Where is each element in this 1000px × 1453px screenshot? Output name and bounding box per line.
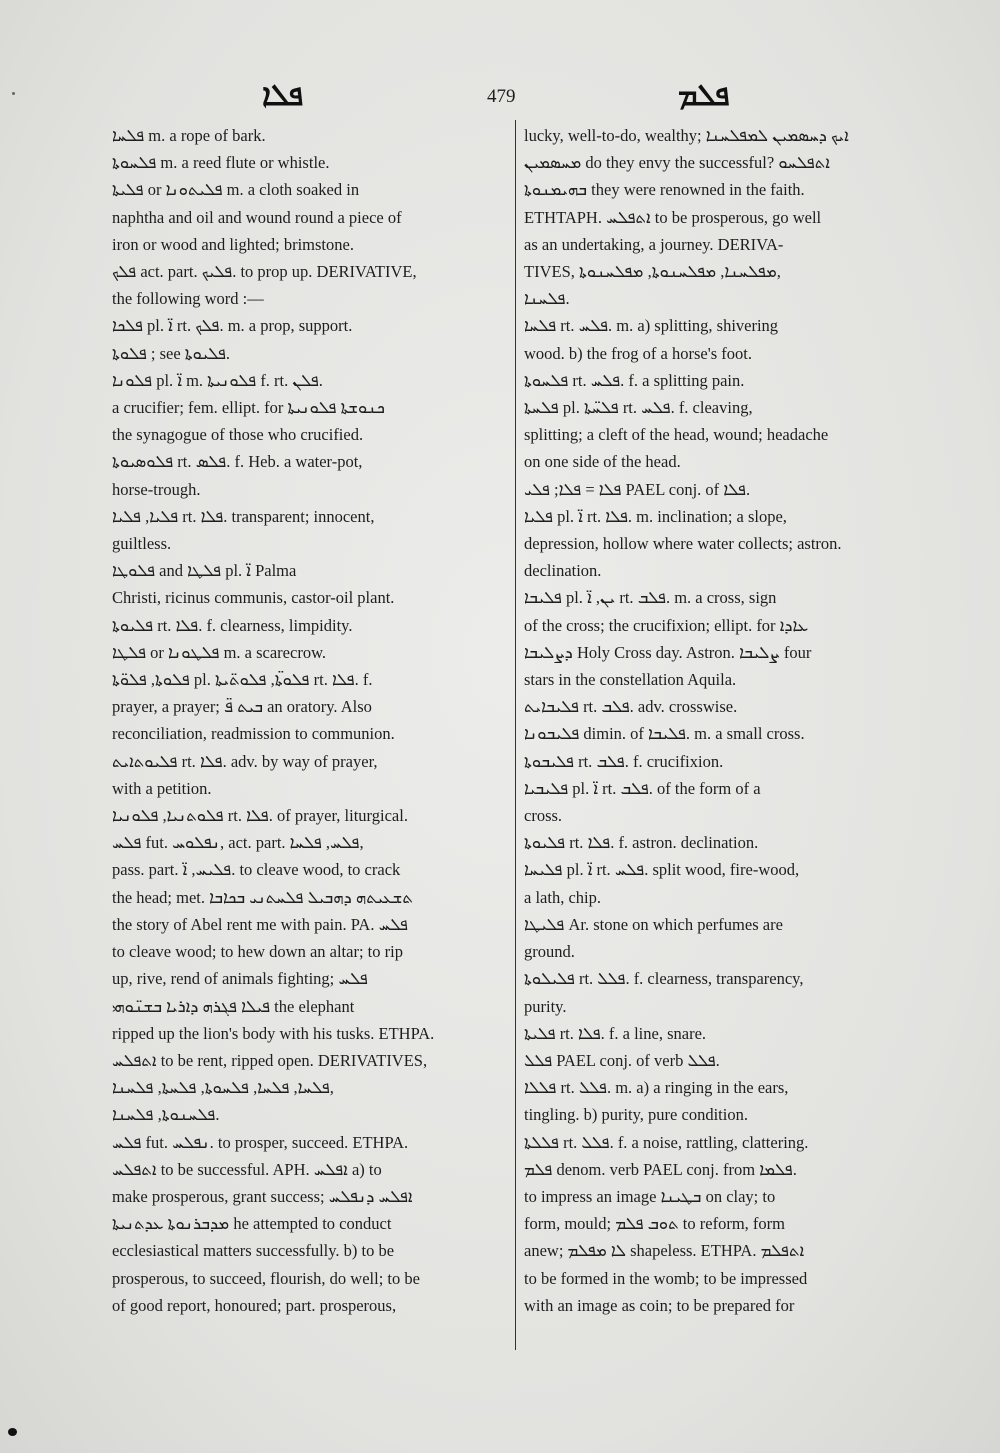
dictionary-line: ܦܠܚܐ m. a rope of bark. — [112, 126, 266, 145]
dictionary-line: ܦܠܝܬܐ or ܦܠܝܬܘܢܐ m. a cloth soaked in — [112, 180, 360, 200]
dictionary-line: ܦܠܚ fut. ܢܦܠܘܚ, act. part. ܦܠܚ, ܦܠܚܐ, — [112, 833, 364, 853]
dictionary-line: ܦܠܠܬܐ rt. ܦܠܠ. f. a noise, rattling, clattering. — [524, 1132, 809, 1152]
dictionary-line: ܦܠܐ = ܦܠܐ; ܦܠܝ PAEL conj. of ܦܠܐ. — [524, 479, 751, 499]
dictionary-line: of good report, honoured; part. prosperous, — [112, 1295, 397, 1315]
dictionary-line: depression, hollow where water collects; astron. — [524, 534, 842, 554]
dictionary-line: ܐܬܦܠܚ to be successful. APH. ܐܦܠܚ a) to — [112, 1159, 382, 1179]
dictionary-line: ܦܠܝܒܝܐ pl. ܐ̈ rt. ܦܠܒ. of the form of a — [524, 778, 761, 798]
dictionary-line: ܦܠܟ act. part. ܦܠܝܟ. to prop up. DERIVATIVE, — [112, 262, 417, 282]
dictionary-line: anew; ܠܐ ܡܦܠܡ shapeless. ETHPA. ܐܬܦܠܡ — [524, 1241, 805, 1261]
dictionary-line: the head; met. ܬܫܥܝܬܗ ܕܗܒܝܠ ܦܠܚܬܢܝ ܒܟܐܒܐ — [112, 887, 413, 907]
dictionary-line: horse-trough. — [112, 479, 201, 499]
dictionary-line: ܦܠܚܢܘܬܐ, ܦܠܚܢܐ. — [112, 1105, 220, 1125]
dictionary-line: to cleave wood; to hew down an altar; to rip — [112, 942, 403, 962]
dictionary-line: ܦܠܘܬܐ ; see ܦܠܝܘܬܐ. — [112, 343, 230, 363]
ink-speck — [8, 1428, 17, 1436]
dictionary-line: ܦܠܝܒܘܢܐ dimin. of ܦܠܝܒܐ. m. a small cross. — [524, 724, 805, 744]
dictionary-line: ܦܠܝܐ pl. ܐ̈ rt. ܦܠܐ. m. inclination; a slope, — [524, 506, 787, 526]
dictionary-line: ܦܠܝܚܐ pl. ܐ̈ rt. ܦܠܚ. split wood, fire-wood, — [524, 860, 800, 880]
dictionary-line: ETHTAPH. ܐܬܦܠܚ to be prosperous, go well — [524, 207, 822, 227]
dictionary-line: ܒܗܝܡܢܘܬܐ they were renowned in the faith. — [524, 180, 805, 200]
dictionary-line: ܦܠܚܢܐ. — [524, 289, 570, 309]
dictionary-line: ܦܠܝܛܐ Ar. stone on which perfumes are — [524, 914, 783, 934]
dictionary-line: ecclesiastical matters successfully. b) to be — [112, 1241, 395, 1261]
dictionary-line: ܦܠܡ denom. verb PAEL conj. from ܦܠܡܐ. — [524, 1159, 797, 1179]
dictionary-line: splitting; a cleft of the head, wound; headache — [524, 425, 829, 445]
page-number: 479 — [487, 86, 516, 107]
dictionary-line: the story of Abel rent me with pain. PA. ܦܠܚ — [112, 914, 408, 934]
dictionary-line: ܦܠܚ fut. ܢܦܠܚ. to prosper, succeed. ETHPA. — [112, 1132, 409, 1152]
dictionary-line: ܡܕܒܪܢܘܬܐ ܥܕܬܢܝܬܐ he attempted to conduct — [112, 1214, 392, 1234]
dictionary-line: ܦܠܠܐ rt. ܦܠܠ. m. a) a ringing in the ears, — [524, 1078, 789, 1098]
dictionary-line: wood. b) the frog of a horse's foot. — [524, 343, 752, 363]
dictionary-line: with an image as coin; to be prepared for — [524, 1295, 795, 1315]
dictionary-line: ܦܠܚܐ, ܦܠܚܐ, ܦܠܚܘܬܐ, ܦܠܚܬܐ, ܦܠܚܢܐ, — [112, 1078, 334, 1098]
dictionary-line: guiltless. — [112, 534, 172, 554]
dictionary-line: ܦܠܝܐ, ܦܠܝܐ rt. ܦܠܐ. transparent; innocent, — [112, 506, 375, 526]
dictionary-line: ground. — [524, 942, 575, 962]
dictionary-line: ܦܠܚܘܬܐ rt. ܦܠܚ. f. a splitting pain. — [524, 370, 745, 390]
right-column — [524, 122, 916, 1319]
dictionary-line: up, rive, rend of animals fighting; ܦܠܚ — [112, 969, 368, 989]
dictionary-line: ܡܚܣܡܝܢ do they envy the successful? ܐܬܦܠܚܘ — [524, 153, 830, 173]
dictionary-line: ܦܠܝܒܐ pl. ܝܢ, ܐ̈ rt. ܦܠܒ. m. a cross, sign — [524, 588, 777, 608]
running-headword-left: ܦܠܐ — [262, 78, 304, 113]
dictionary-line: ܦܠܚܐ rt. ܦܠܚ. m. a) splitting, shivering — [524, 316, 779, 336]
dictionary-line: ܦܠܘܬܐ, ܦܠܘ̈ܬܐ pl. ܦܠܘܬ̈ܐ, ܦܠܘܬ̈ܝܬܐ rt. ܦܠܐ. f. — [112, 670, 373, 690]
dictionary-line: ܦܝܠܐ ܦܓܪܗ ܕܐܪܝܐ ܒܫܢ̈ܘܗܝ the elephant — [112, 996, 355, 1016]
dictionary-line: with a petition. — [112, 778, 212, 798]
dictionary-line: stars in the constellation Aquila. — [524, 670, 737, 690]
page-header — [0, 78, 1000, 122]
dictionary-line: ܦܠܘܢܐ pl. ܐ̈ m. ܦܠܘܢܝܬܐ f. rt. ܦܠܢ. — [112, 370, 323, 390]
dictionary-line: reconciliation, readmission to communion. — [112, 724, 395, 744]
dictionary-line: ܦܠܝܠܘܬܐ rt. ܦܠܠ. f. clearness, transparency, — [524, 969, 804, 989]
dictionary-line: a crucifier; fem. ellipt. for ܟܢܘܫܬܐ ܦܠܘܢܝܬܐ — [112, 398, 385, 418]
running-headword-right: ܦܠܡ — [678, 78, 730, 113]
dictionary-line: ܦܠܘܣܝܘܬܐ rt. ܦܠܣ. f. Heb. a water-pot, — [112, 452, 363, 472]
dictionary-line: ܦܠܝܒܘܬܐ rt. ܦܠܒ. f. crucifixion. — [524, 751, 724, 771]
dictionary-line: to be formed in the womb; to be impressed — [524, 1268, 808, 1288]
dictionary-line: ܐܬܦܠܚ to be rent, ripped open. DERIVATIVES, — [112, 1050, 428, 1070]
dictionary-line: ܦܠܛܐ or ܦܠܛܘܢܐ m. a scarecrow. — [112, 642, 327, 662]
dictionary-line: ܦܠܘܬܢܝܐ, ܦܠܘܢܝܐ rt. ܦܠܐ. of prayer, liturgical. — [112, 806, 408, 826]
ink-speck — [12, 92, 15, 95]
dictionary-line: the following word :— — [112, 289, 264, 309]
dictionary-line: ripped up the lion's body with his tusks. ETHPA. — [112, 1023, 435, 1043]
dictionary-line: iron or wood and lighted; brimstone. — [112, 234, 354, 254]
dictionary-line: ܦܠܠ PAEL conj. of verb ܦܠܠ. — [524, 1050, 720, 1070]
dictionary-line: Christi, ricinus communis, castor-oil plant. — [112, 588, 395, 608]
dictionary-line: form, mould; ܬܘܒ ܦܠܡ to reform, form — [524, 1214, 785, 1234]
dictionary-line: a lath, chip. — [524, 887, 601, 907]
dictionary-line: ܦܠܘܛܐ and ܦܠܛܐ pl. ܐ̈ Palma — [112, 561, 297, 581]
dictionary-line: make prosperous, grant success; ܐܦܠܚ ܕܢܦܠܚ — [112, 1186, 413, 1206]
dictionary-line: of the cross; the crucifixion; ellipt. for ܥܐܕܐ — [524, 615, 809, 635]
column-divider — [515, 120, 516, 1350]
dictionary-line: lucky, well-to-do, wealthy; ܐܝܟ ܕܚܣܡܝܢ ܠܡܦܠܚܢܐ — [524, 126, 849, 145]
dictionary-line: ܦܠܝܘܬܐ rt. ܦܠܐ. f. astron. declination. — [524, 833, 759, 853]
dictionary-line: ܦܠܝܘܬܐ rt. ܦܠܐ. f. clearness, limpidity. — [112, 615, 353, 635]
dictionary-line: ܕܨܠܝܒܐ Holy Cross day. Astron. ܨܠܝܒܐ four — [524, 642, 812, 662]
dictionary-line: cross. — [524, 806, 563, 826]
dictionary-line: tingling. b) purity, pure condition. — [524, 1105, 748, 1125]
left-column — [112, 122, 504, 1319]
dictionary-line: TIVES, ܡܦܠܚܢܐ, ܡܦܠܚܢܘܬܐ, ܡܦܠܚܢܘܬܐ, — [524, 262, 781, 282]
dictionary-line: on one side of the head. — [524, 452, 681, 472]
dictionary-line: ܦܠܝܒܐܝܬ rt. ܦܠܒ. adv. crosswise. — [524, 697, 738, 717]
dictionary-line: ܦܠܚܬܐ pl. ܦܠܚ̈ܬܐ rt. ܦܠܚ. f. cleaving, — [524, 398, 753, 418]
dictionary-line: declination. — [524, 561, 602, 581]
dictionary-line: purity. — [524, 996, 567, 1016]
dictionary-line: as an undertaking, a journey. DERIVA- — [524, 234, 784, 254]
dictionary-line: ܦܠܟܐ pl. ܐ̈ rt. ܦܠܟ. m. a prop, support. — [112, 316, 353, 336]
dictionary-line: to impress an image ܒܛܝܢܐ on clay; to — [524, 1186, 776, 1206]
dictionary-line: prosperous, to succeed, flourish, do well; to be — [112, 1268, 420, 1288]
dictionary-line: ܦܠܝܘܬܐܝܬ rt. ܦܠܐ. adv. by way of prayer, — [112, 751, 378, 771]
dictionary-line: ܦܠܝܬܐ rt. ܦܠܐ. f. a line, snare. — [524, 1023, 707, 1043]
dictionary-line: prayer, a prayer; ܒܝܬ ܦ̈ an oratory. Also — [112, 697, 372, 717]
dictionary-line: ܦܠܚܘܬܐ m. a reed flute or whistle. — [112, 153, 330, 173]
dictionary-line: naphtha and oil and wound round a piece of — [112, 207, 402, 227]
dictionary-line: the synagogue of those who crucified. — [112, 425, 364, 445]
dictionary-line: pass. part. ܦܠܝܚ, ܐ̈. to cleave wood, to crack — [112, 860, 401, 880]
